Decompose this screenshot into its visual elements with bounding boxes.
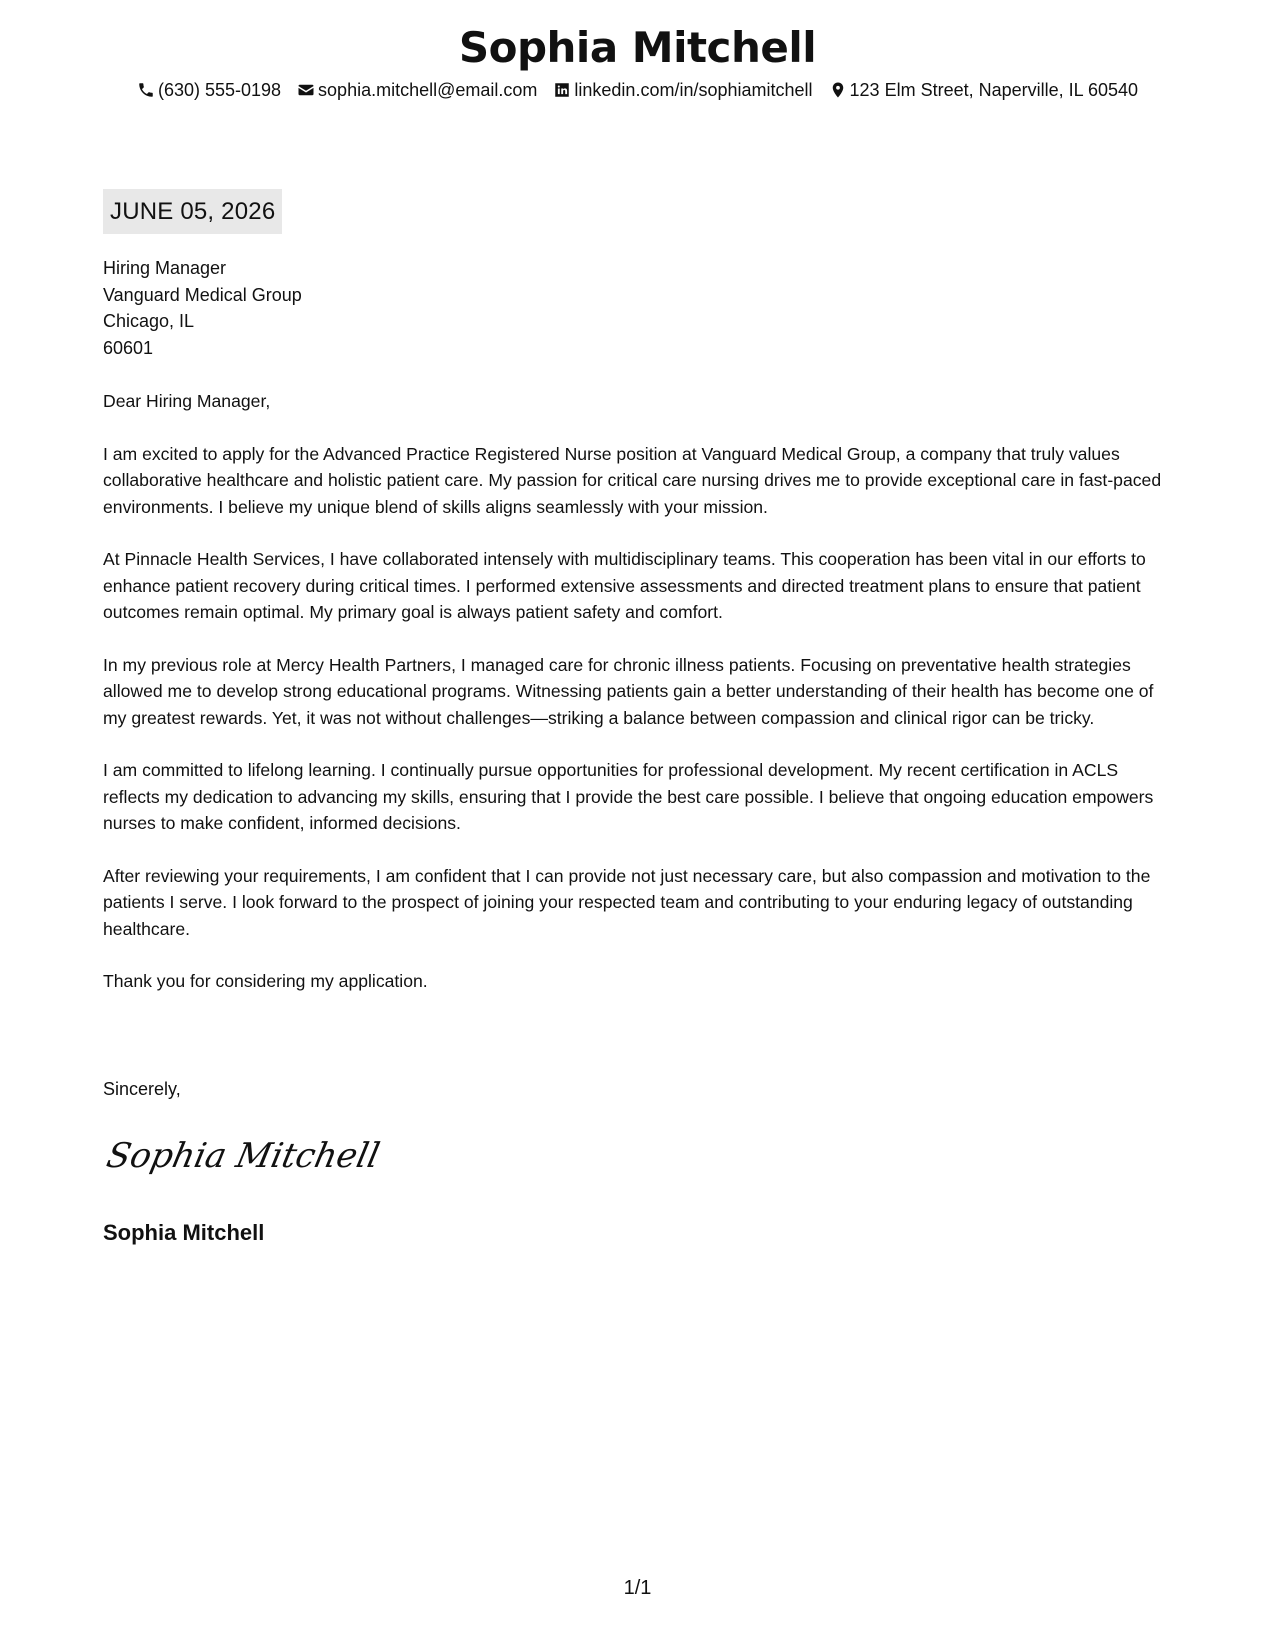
closing-line: Sincerely, [103,1079,181,1099]
phone-text: (630) 555-0198 [157,80,282,100]
letter-date: JUNE 05, 2026 [103,189,282,234]
body-paragraph: I am excited to apply for the Advanced Practice Registered Nurse position at Vanguard Medical Group, a company that truly values collaborative healthcare and holistic patient care. My passion for critical care nursing drives me to provide exceptional care in fast-paced environments. I believe my unique blend of skills aligns seamlessly with your mission. [103,443,1162,517]
body-paragraph: I am committed to lifelong learning. I continually pursue opportunities for professional development. My recent certification in ACLS reflects my dedication to advancing my skills, ensuring that I provide the best care possible. I believe that ongoing education empowers nurses to make confident, informed decisions. [103,760,1154,833]
contact-linkedin [553,78,812,102]
page-number: 1/1 [623,1577,652,1599]
contact-email [297,78,537,102]
signer-name: Sophia Mitchell [103,1220,265,1245]
applicant-name-heading: Sophia Mitchell [458,23,817,72]
body-paragraph: After reviewing your requirements, I am confident that I can provide not just necessary care, but also compassion and motivation to the patients I serve. I look forward to the prospect of joining your respected team and contributing to your enduring legacy of outstanding healthcare. [103,865,1151,939]
thank-you-line: Thank you for considering my application. [103,971,428,991]
contact-phone [137,78,281,102]
body-paragraph: At Pinnacle Health Services, I have collaborated intensely with multidisciplinary teams. This cooperation has been vital in our efforts to enhance patient recovery during critical times. I performed extensive assessments and directed treatment plans to ensure that patient outcomes remain optimal. My primary goal is always patient safety and comfort. [103,549,1146,622]
recipient-title: Hiring Manager [103,258,227,278]
handwritten-signature [103,1125,384,1185]
signature-text: Sophia Mitchell [103,1136,384,1176]
linkedin-link[interactable]: linkedin.com/in/sophiamitchell [574,80,813,100]
body-paragraph: In my previous role at Mercy Health Partners, I managed care for chronic illness patients. Focusing on preventative health strategies allowed me to develop strong educational programs. Witnessing patients gain a better understanding of their health has become one of my greatest rewards. Yet, it was not without challenges—striking a balance between compassion and clinical rigor can be tricky. [103,654,1154,728]
recipient-company: Vanguard Medical Group [103,284,302,305]
salutation: Dear Hiring Manager, [103,391,271,411]
contact-address [829,78,1139,102]
recipient-block [103,255,302,361]
email-link[interactable]: sophia.mitchell@email.com [318,80,538,100]
envelope-icon [297,81,318,99]
address-text: 123 Elm Street, Naperville, IL 60540 [849,80,1139,100]
recipient-zip: 60601 [103,337,154,358]
contact-info-row [0,78,1275,102]
map-pin-icon [829,81,850,99]
phone-icon [137,81,158,99]
linkedin-icon [553,81,574,99]
letter-body [103,388,1173,1021]
recipient-city-state: Chicago, IL [103,311,195,331]
